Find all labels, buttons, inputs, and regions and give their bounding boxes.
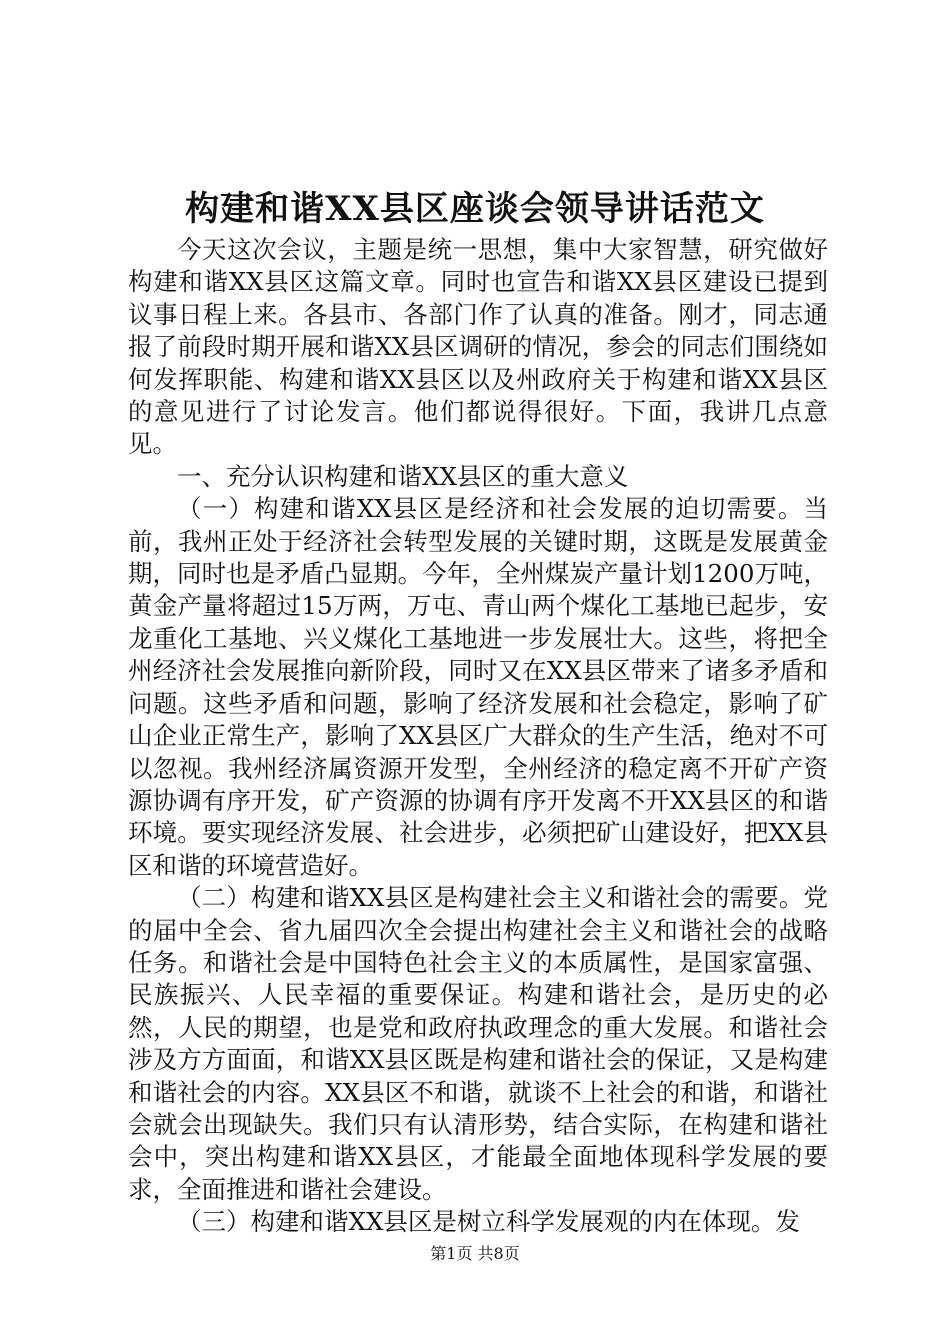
paragraph-subsection-1: （一）构建和谐XX县区是经济和社会发展的迫切需要。当前，我州正处于经济社会转型发展的关键时期，这既是发展黄金期，同时也是矛盾凸显期。今年，全州煤炭产量计划1200万吨，黄金产量将超过15万两，万屯、青山两个煤化工基地已起步，安龙重化工基地、兴义煤化工基地进一步发展壮大。这些，将把全州经济社会发展推向新阶段，同时又在XX县区带来了诸多矛盾和问题。这些矛盾和问题，影响了经济发展和社会稳定，影响了矿山企业正常生产，影响了XX县区广大群众的生产生活，绝对不可以忽视。我州经济属资源开发型，全州经济的稳定离不开矿产资源协调有序开发，矿产资源的协调有序开发离不开XX县区的和谐环境。要实现经济发展、社会进步，必须把矿山建设好，把XX县区和谐的环境营造好。 — [128, 494, 828, 880]
page-number-footer: 第1页 共8页 — [430, 1244, 520, 1263]
paragraph-intro: 今天这次会议，主题是统一思想，集中大家智慧，研究做好构建和谐XX县区这篇文章。同时也宣告和谐XX县区建设已提到议事日程上来。各县市、各部门作了认真的准备。刚才，同志通报了前段时期开展和谐XX县区调研的情况，参会的同志们围绕如何发挥职能、构建和谐XX县区以及州政府关于构建和谐XX县区的意见进行了讨论发言。他们都说得很好。下面，我讲几点意见。 — [128, 235, 828, 459]
document-body — [128, 234, 828, 1239]
document-title: 构建和谐XX县区座谈会领导讲话范文 — [185, 189, 765, 229]
paragraph-subsection-2: （二）构建和谐XX县区是构建社会主义和谐社会的需要。党的届中全会、省九届四次全会提出构建社会主义和谐社会的战略任务。和谐社会是中国特色社会主义的本质属性，是国家富强、民族振兴、人民幸福的重要保证。构建和谐社会，是历史的必然，人民的期望，也是党和政府执政理念的重大发展。和谐社会涉及方方面面，和谐XX县区既是构建和谐社会的保证，又是构建和谐社会的内容。XX县区不和谐，就谈不上社会的和谐，和谐社会就会出现缺失。我们只有认清形势，结合实际，在构建和谐社会中，突出构建和谐XX县区，才能最全面地体现科学发展的要求，全面推进和谐社会建设。 — [128, 883, 828, 1204]
paragraph-subsection-3: （三）构建和谐XX县区是树立科学发展观的内在体现。发 — [177, 1207, 800, 1237]
section-heading-1: 一、充分认识构建和谐XX县区的重大意义 — [177, 461, 629, 491]
